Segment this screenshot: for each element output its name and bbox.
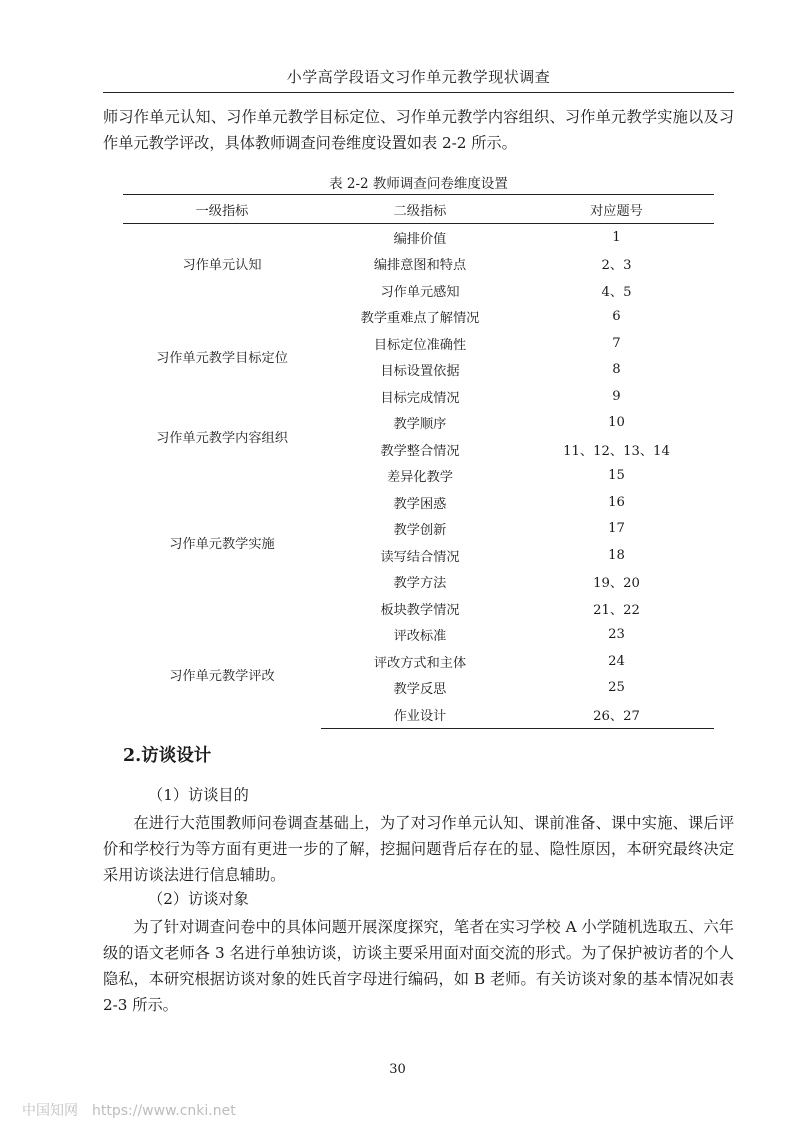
cell-secondary-indicator: 习作单元感知 bbox=[380, 284, 460, 300]
cell-question-numbers: 2、3 bbox=[601, 258, 632, 274]
cell-question-numbers: 17 bbox=[608, 521, 625, 537]
cell-question-numbers: 7 bbox=[612, 335, 621, 351]
cell-question-numbers: 6 bbox=[612, 309, 621, 325]
cell-primary-indicator: 习作单元教学实施 bbox=[169, 536, 275, 552]
cell-secondary-indicator: 教学重难点了解情况 bbox=[360, 311, 480, 327]
watermark-brand: 中国知网 bbox=[22, 1103, 78, 1119]
cell-question-numbers: 9 bbox=[612, 388, 621, 404]
cell-question-numbers: 15 bbox=[608, 468, 625, 484]
header-primary: 一级指标 bbox=[123, 195, 321, 224]
cell-question-numbers: 23 bbox=[608, 627, 625, 643]
cell-secondary-indicator: 教学创新 bbox=[393, 523, 447, 539]
dimension-table bbox=[123, 194, 714, 729]
table-row bbox=[123, 410, 714, 437]
intro-paragraph: 师习作单元认知、习作单元教学目标定位、习作单元教学内容组织、习作单元教学实施以及习作单元教学评改，具体教师调查问卷维度设置如表 2-2 所示。 bbox=[103, 108, 734, 152]
cell-secondary-indicator: 差异化教学 bbox=[387, 470, 453, 486]
header-divider bbox=[103, 92, 734, 93]
cell-secondary-indicator: 编排价值 bbox=[393, 231, 447, 247]
cell-question-numbers: 24 bbox=[608, 653, 625, 669]
table-caption: 表 2-2 教师调查问卷维度设置 bbox=[329, 176, 508, 192]
watermark-url: https://www.cnki.net bbox=[92, 1103, 236, 1119]
cell-primary-indicator: 习作单元认知 bbox=[182, 258, 262, 274]
cell-question-numbers: 25 bbox=[608, 680, 625, 696]
cell-secondary-indicator: 评改方式和主体 bbox=[373, 655, 467, 671]
table-row bbox=[123, 622, 714, 649]
cell-secondary-indicator: 编排意图和特点 bbox=[373, 258, 467, 274]
cell-question-numbers: 8 bbox=[612, 362, 621, 378]
cell-secondary-indicator: 作业设计 bbox=[321, 701, 519, 728]
cell-question-numbers: 19、20 bbox=[593, 576, 640, 592]
cell-question-numbers: 11、12、13、14 bbox=[563, 443, 670, 459]
table-row bbox=[123, 463, 714, 490]
cell-secondary-indicator: 教学反思 bbox=[393, 682, 447, 698]
subheading-purpose: （1）访谈目的 bbox=[148, 786, 249, 804]
cell-primary-indicator: 习作单元教学评改 bbox=[169, 669, 275, 685]
subheading-subjects: （2）访谈对象 bbox=[148, 890, 249, 908]
cell-question-numbers: 26、27 bbox=[519, 701, 714, 728]
cell-question-numbers: 4、5 bbox=[601, 284, 632, 300]
watermark bbox=[22, 1100, 236, 1120]
table-body bbox=[123, 224, 714, 729]
table-row bbox=[123, 304, 714, 331]
cell-question-numbers: 21、22 bbox=[593, 602, 640, 618]
cell-question-numbers: 1 bbox=[612, 229, 621, 245]
cell-question-numbers: 10 bbox=[608, 415, 625, 431]
table-header-row bbox=[123, 195, 714, 224]
cell-secondary-indicator: 教学顺序 bbox=[393, 417, 447, 433]
cell-primary-indicator: 习作单元教学内容组织 bbox=[156, 430, 288, 446]
cell-secondary-indicator: 教学方法 bbox=[393, 576, 447, 592]
cell-question-numbers: 18 bbox=[608, 547, 625, 563]
running-header: 小学高学段语文习作单元教学现状调查 bbox=[286, 68, 551, 86]
cell-secondary-indicator: 目标完成情况 bbox=[380, 390, 460, 406]
purpose-paragraph: 在进行大范围教师问卷调查基础上，为了对习作单元认知、课前准备、课中实施、课后评价和学校行为等方面有更进一步的了解，挖掘问题背后存在的显、隐性原因，本研究最终决定采用访谈法进行信息辅助。 bbox=[103, 814, 734, 884]
cell-secondary-indicator: 教学困惑 bbox=[393, 496, 447, 512]
cell-secondary-indicator: 教学整合情况 bbox=[380, 443, 460, 459]
page-number: 30 bbox=[389, 1062, 406, 1077]
cell-secondary-indicator: 目标定位准确性 bbox=[373, 337, 467, 353]
header-questions: 对应题号 bbox=[519, 195, 714, 224]
cell-question-numbers: 16 bbox=[608, 494, 625, 510]
cell-secondary-indicator: 板块教学情况 bbox=[380, 602, 460, 618]
cell-secondary-indicator: 评改标准 bbox=[393, 629, 447, 645]
cell-primary-indicator: 习作单元教学目标定位 bbox=[156, 351, 288, 366]
cell-secondary-indicator: 目标设置依据 bbox=[380, 364, 460, 380]
header-secondary: 二级指标 bbox=[321, 195, 519, 224]
table-row bbox=[123, 224, 714, 251]
cell-secondary-indicator: 读写结合情况 bbox=[380, 549, 460, 565]
section-heading: 2.访谈设计 bbox=[123, 746, 212, 766]
subjects-paragraph: 为了针对调查问卷中的具体问题开展深度探究，笔者在实习学校 A 小学随机选取五、六年级的语文老师各 3 名进行单独访谈，访谈主要采用面对面交流的形式。为了保护被访者的个人隐私，本研究根据访谈对象的姓氏首字母进行编码，如 B 老师。有关访谈对象的基本情况如表 2-3 所示。 bbox=[103, 918, 734, 1014]
